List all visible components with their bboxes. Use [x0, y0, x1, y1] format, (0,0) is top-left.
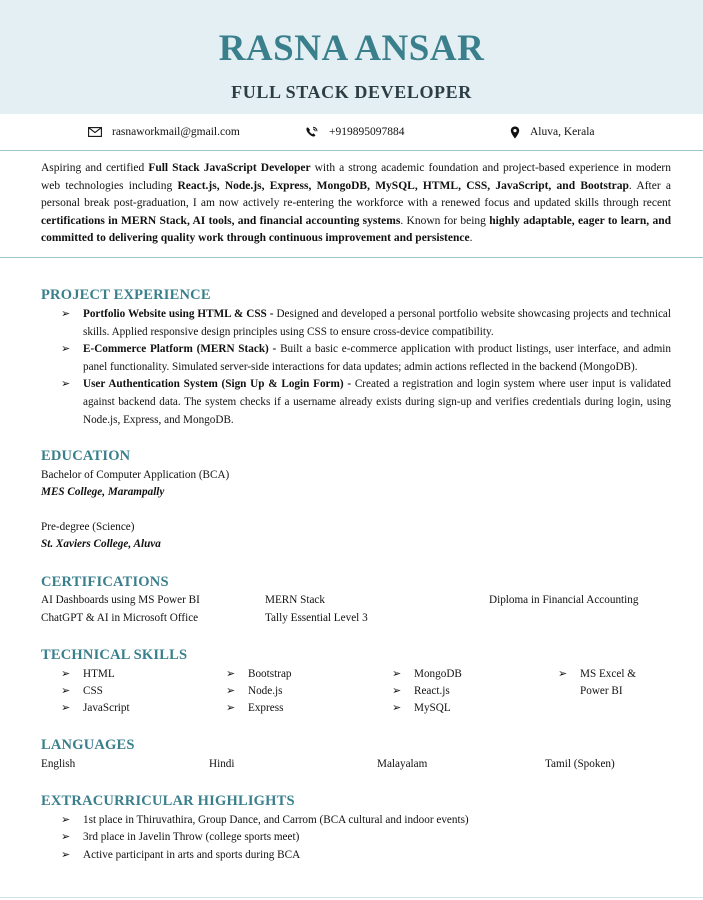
certification-item: Diploma in Financial Accounting: [489, 594, 639, 606]
divider-summary: [0, 257, 703, 258]
certification-item: AI Dashboards using MS Power BI: [41, 594, 200, 606]
arrow-bullet-icon: ➢: [61, 378, 71, 391]
arrow-bullet-icon: ➢: [61, 849, 71, 861]
certification-item: MERN Stack: [265, 594, 325, 606]
arrow-bullet-icon: ➢: [61, 343, 71, 356]
arrow-bullet-icon: ➢: [61, 308, 71, 320]
education-degree: Bachelor of Computer Application (BCA): [41, 469, 230, 481]
phone-text[interactable]: +919895097884: [329, 126, 405, 138]
language-item: English: [41, 758, 76, 770]
skill-item: ➢ MS Excel &: [580, 666, 636, 683]
arrow-bullet-icon: ➢: [61, 831, 71, 843]
section-title-projects: PROJECT EXPERIENCE: [41, 287, 211, 303]
professional-summary: Aspiring and certified Full Stack JavaScript Developer with a strong academic foundation and project-based experience in modern web technologies including React.js, Node.js, Express, MongoDB, MySQL, HTML, CSS, JavaScript, and Bootstrap. After a personal break post-graduation, I am now actively re-entering the workforce with a renewed focus and updated skills through recent certifications in MERN Stack, AI tools, and financial accounting systems. Known for being highly adaptable, eager to learn, and committed to delivering quality work through continuous improvement and persistence.: [41, 162, 672, 245]
skill-item-continued: Power BI: [580, 685, 623, 697]
certification-item: ChatGPT & AI in Microsoft Office: [41, 612, 199, 624]
extracurricular-item: ➢ 1st place in Thiruvathira, Group Dance, and Carrom (BCA cultural and indoor events): [83, 812, 469, 829]
arrow-bullet-icon: ➢: [226, 668, 236, 680]
email-text[interactable]: rasnaworkmail@gmail.com: [112, 126, 240, 138]
skill-item: ➢ Node.js: [248, 683, 283, 700]
language-item: Malayalam: [377, 758, 428, 770]
arrow-bullet-icon: ➢: [392, 668, 402, 680]
skill-item: ➢ Express: [248, 700, 283, 717]
divider-bottom: [0, 897, 703, 898]
envelope-icon: [88, 127, 102, 137]
project-list: [41, 306, 671, 429]
arrow-bullet-icon: ➢: [392, 685, 402, 697]
section-title-extracurricular: EXTRACURRICULAR HIGHLIGHTS: [41, 793, 295, 809]
map-pin-icon: [510, 126, 520, 139]
project-item: ➢ Portfolio Website using HTML & CSS - Designed and developed a personal portfolio website showcasing projects and technical skills. Applied responsive design principles using CSS to ensure cross-device compatibility.: [61, 308, 671, 338]
arrow-bullet-icon: ➢: [558, 668, 568, 680]
project-item: ➢ E-Commerce Platform (MERN Stack) - Built a basic e-commerce application with product listings, user interface, and admin panel functionality. Simulated server-side interactions for data updates; admin actions reflected in the backend (MongoDB).: [61, 343, 672, 373]
arrow-bullet-icon: ➢: [61, 668, 71, 680]
section-title-languages: LANGUAGES: [41, 737, 135, 753]
arrow-bullet-icon: ➢: [392, 702, 402, 714]
skill-item: ➢ MySQL: [414, 700, 451, 717]
skill-item: ➢ CSS: [83, 683, 103, 700]
extracurricular-item: ➢ 3rd place in Javelin Throw (college sports meet): [83, 829, 299, 846]
contact-phone: [305, 124, 405, 140]
arrow-bullet-icon: ➢: [61, 702, 71, 714]
section-title-skills: TECHNICAL SKILLS: [41, 647, 188, 663]
location-text: Aluva, Kerala: [530, 126, 595, 138]
skill-item: ➢ React.js: [414, 683, 450, 700]
certification-item: Tally Essential Level 3: [265, 612, 368, 624]
skill-item: ➢ MongoDB: [414, 666, 462, 683]
language-item: Tamil (Spoken): [545, 758, 615, 770]
extracurricular-item: ➢ Active participant in arts and sports during BCA: [83, 847, 300, 864]
education-school: MES College, Marampally: [41, 486, 165, 498]
job-title: FULL STACK DEVELOPER: [231, 82, 472, 102]
phone-icon: [305, 126, 319, 139]
project-item: ➢ User Authentication System (Sign Up & Login Form) - Created a registration and login system where user input is validated against backend data. The system checks if a username already exists during sign-up and verifies credentials during login, using Node.js, Express, and MongoDB.: [61, 378, 671, 426]
arrow-bullet-icon: ➢: [61, 685, 71, 697]
arrow-bullet-icon: ➢: [226, 702, 236, 714]
skill-item: ➢ HTML: [83, 666, 115, 683]
candidate-name: RASNA ANSAR: [218, 28, 485, 69]
education-school: St. Xaviers College, Aluva: [41, 538, 161, 550]
arrow-bullet-icon: ➢: [61, 814, 71, 826]
skill-item: ➢ Bootstrap: [248, 666, 292, 683]
contact-location: [510, 124, 595, 140]
divider-top: [0, 150, 703, 151]
contact-email: [88, 124, 240, 140]
education-degree: Pre-degree (Science): [41, 521, 135, 533]
skill-item: ➢ JavaScript: [83, 700, 130, 717]
language-item: Hindi: [209, 758, 235, 770]
section-title-certifications: CERTIFICATIONS: [41, 574, 169, 590]
section-title-education: EDUCATION: [41, 448, 131, 464]
arrow-bullet-icon: ➢: [226, 685, 236, 697]
